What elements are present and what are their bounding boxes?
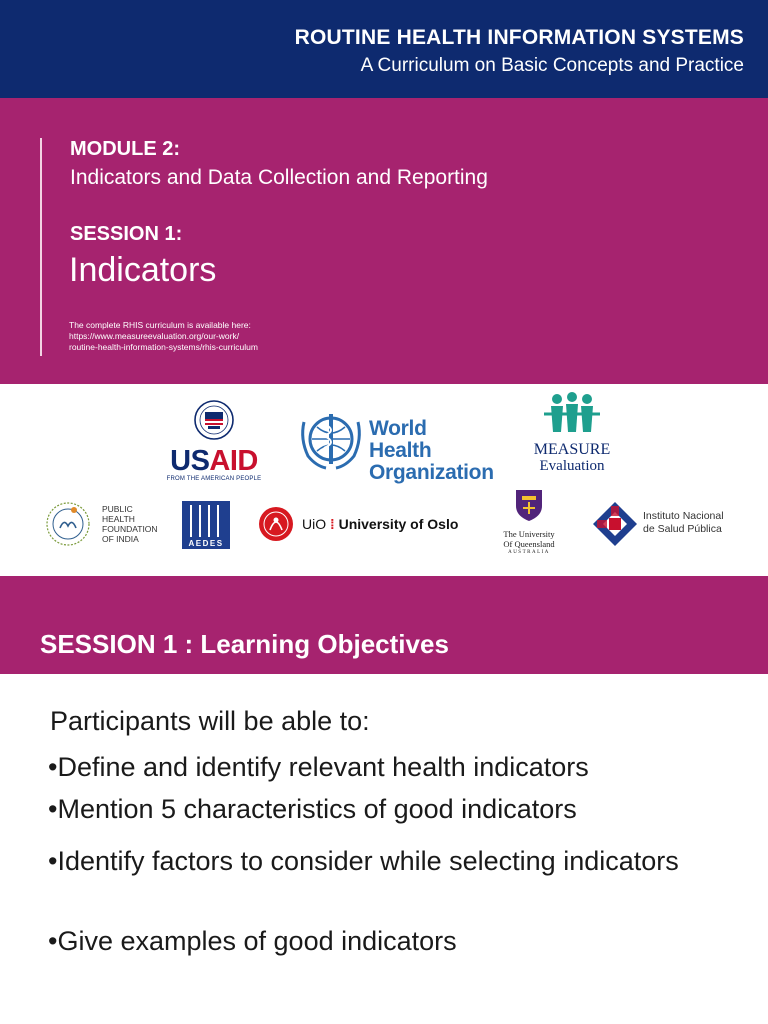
curriculum-availability-note [69, 320, 369, 353]
list-item: •Give examples of good indicators [48, 926, 457, 956]
accent-divider [40, 138, 42, 356]
module-label: MODULE 2: [70, 138, 180, 160]
phfi-logo [44, 500, 174, 548]
uq-crest-icon [514, 488, 544, 522]
curriculum-subtitle: A Curriculum on Basic Concepts and Practice [360, 55, 744, 76]
measure-wordmark: MEASURE [533, 441, 611, 458]
list-item: •Mention 5 characteristics of good indicators [48, 794, 577, 824]
session-label: SESSION 1: [70, 223, 183, 245]
learning-objectives-banner [0, 576, 768, 674]
usaid-tagline: FROM THE AMERICAN PEOPLE [166, 476, 262, 482]
partner-logos [0, 384, 768, 576]
curriculum-title: ROUTINE HEALTH INFORMATION SYSTEMS [294, 26, 744, 49]
objectives-intro: Participants will be able to: [50, 706, 370, 736]
who-logo [298, 408, 494, 484]
module-panel [0, 98, 768, 384]
list-item: •Define and identify relevant health indicators [48, 752, 589, 782]
list-item: •Identify factors to consider while selecting indicators [48, 846, 679, 876]
who-emblem-icon [298, 408, 364, 470]
uq-wordmark: The University Of Queensland [503, 529, 555, 549]
evaluation-wordmark: Evaluation [539, 458, 605, 474]
people-icon [542, 392, 602, 436]
insp-mark-icon [591, 500, 639, 548]
curriculum-link[interactable]: routine-health-information-systems/rhis-curriculum [69, 342, 258, 352]
usaid-logo [163, 400, 265, 482]
measure-evaluation-logo [527, 392, 617, 478]
svg-text:AEDES: AEDES [188, 539, 224, 548]
who-wordmark: World Health Organization [369, 417, 494, 484]
phfi-emblem-icon [44, 500, 92, 548]
insp-logo [591, 500, 731, 550]
oslo-wordmark: UiO ⁞ University of Oslo [302, 516, 459, 532]
university-of-oslo-logo [258, 506, 472, 544]
aedes-mark-icon [182, 501, 230, 549]
university-of-queensland-logo [489, 488, 569, 560]
curriculum-link[interactable]: https://www.measureevaluation.org/our-work/ [69, 331, 240, 341]
phfi-wordmark: PUBLIC HEALTH FOUNDATION OF INDIA [102, 504, 158, 544]
curriculum-header [0, 0, 768, 98]
aedes-logo [182, 501, 230, 549]
oslo-seal-icon [258, 506, 294, 542]
usaid-seal-icon [194, 400, 234, 440]
insp-wordmark: Instituto Nacional de Salud Pública [643, 510, 724, 535]
uq-country: AUSTRALIA [508, 550, 550, 555]
module-title: Indicators and Data Collection and Reporting [70, 166, 488, 189]
learning-objectives-title: SESSION 1 : Learning Objectives [40, 629, 449, 659]
learning-objectives-list [0, 674, 768, 1024]
usaid-wordmark: USAID [170, 445, 258, 477]
note-line: The complete RHIS curriculum is available here: [69, 320, 251, 330]
session-title: Indicators [69, 251, 217, 289]
